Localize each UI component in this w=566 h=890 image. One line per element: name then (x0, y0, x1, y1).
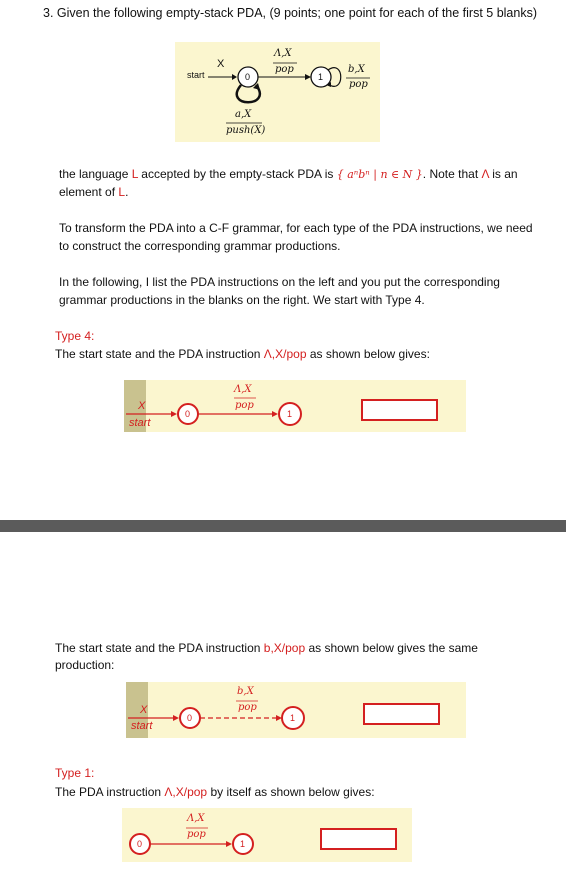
page-bottom (0, 532, 566, 890)
same-prod-x-label: X (140, 704, 148, 716)
start-label: start (187, 70, 205, 80)
same-prod-s0-label: 0 (187, 713, 193, 723)
loop1-action: pop (349, 79, 368, 90)
same-prod-s1-label: 1 (290, 713, 296, 723)
type4-symbol: Λ,X (234, 384, 252, 395)
following-line2: grammar productions in the blanks on the right. We start with Type 4. (59, 293, 425, 307)
element-L: L (118, 185, 126, 199)
question-heading: 3. Given the following empty-stack PDA, (9 points; one point for each of the first 5 blanks) (43, 6, 537, 20)
type1-action: pop (187, 829, 206, 840)
lang-pre: the language (59, 167, 132, 181)
state-1-label: 1 (318, 72, 324, 82)
type1-desc-pre: The PDA instruction (55, 785, 165, 799)
type4-title: Type 4: (55, 329, 95, 343)
same-prod-line2: production: (55, 658, 115, 672)
lang-L: L (131, 167, 138, 181)
type1-desc-instr: Λ,X/pop (164, 785, 208, 799)
same-prod-start-label: start (131, 720, 153, 732)
loop0-action: push(X) (226, 125, 266, 136)
type4-start-arrowhead-icon (171, 411, 177, 417)
lang-post: . Note that (422, 167, 482, 181)
type4-desc-pre: The start state and the PDA instruction (55, 347, 264, 361)
type1-title: Type 1: (55, 766, 95, 780)
loop1-symbol: b,X (348, 64, 365, 75)
transform-line2: to construct the corresponding grammar productions. (59, 239, 341, 253)
type4-start-label: start (129, 417, 151, 429)
type4-s0-label: 0 (185, 409, 191, 419)
type4-x-label: X (138, 400, 146, 412)
edge-top-symbol: Λ,X (274, 48, 292, 59)
edge-top-action: pop (275, 64, 294, 75)
type4-desc-post: as shown below gives: (306, 347, 430, 361)
element-of: element of (59, 185, 119, 199)
type1-answer-box[interactable] (320, 828, 397, 850)
same-prod-pre: The start state and the PDA instruction (55, 641, 264, 655)
type1-diagram (0, 532, 566, 890)
lang-post2: is an (488, 167, 518, 181)
loop0-symbol: a,X (235, 109, 252, 120)
same-prod-symbol: b,X (237, 686, 254, 697)
type4-action: pop (235, 400, 254, 411)
same-prod-instr: b,X/pop (263, 641, 306, 655)
lang-mid: accepted by the empty-stack PDA is (137, 167, 337, 181)
following-line1: In the following, I list the PDA instructions on the left and you put the corresponding (59, 275, 500, 289)
type4-answer-box[interactable] (361, 399, 438, 421)
type4-s1-label: 1 (287, 409, 293, 419)
type1-desc-post: by itself as shown below gives: (207, 785, 375, 799)
lang-set: { aⁿbⁿ | n ∈ N } (336, 168, 423, 181)
type1-symbol: Λ,X (187, 813, 205, 824)
transform-line1: To transform the PDA into a C-F grammar, for each type of the PDA instructions, we need (59, 221, 533, 235)
type4-edge-arrowhead-icon (272, 411, 278, 417)
lang-lambda: Λ (481, 167, 489, 181)
state-0-label: 0 (245, 72, 251, 82)
type1-s1-label: 1 (240, 839, 246, 849)
same-prod-action: pop (238, 702, 257, 713)
element-dot: . (125, 185, 129, 199)
type4-desc-instr: Λ,X/pop (263, 347, 307, 361)
type1-edge-arrowhead-icon (226, 841, 232, 847)
start-edge-symbol: X (217, 58, 225, 70)
type1-s0-label: 0 (137, 839, 143, 849)
page-divider (0, 520, 566, 532)
same-prod-post: as shown below gives the same (305, 641, 478, 655)
